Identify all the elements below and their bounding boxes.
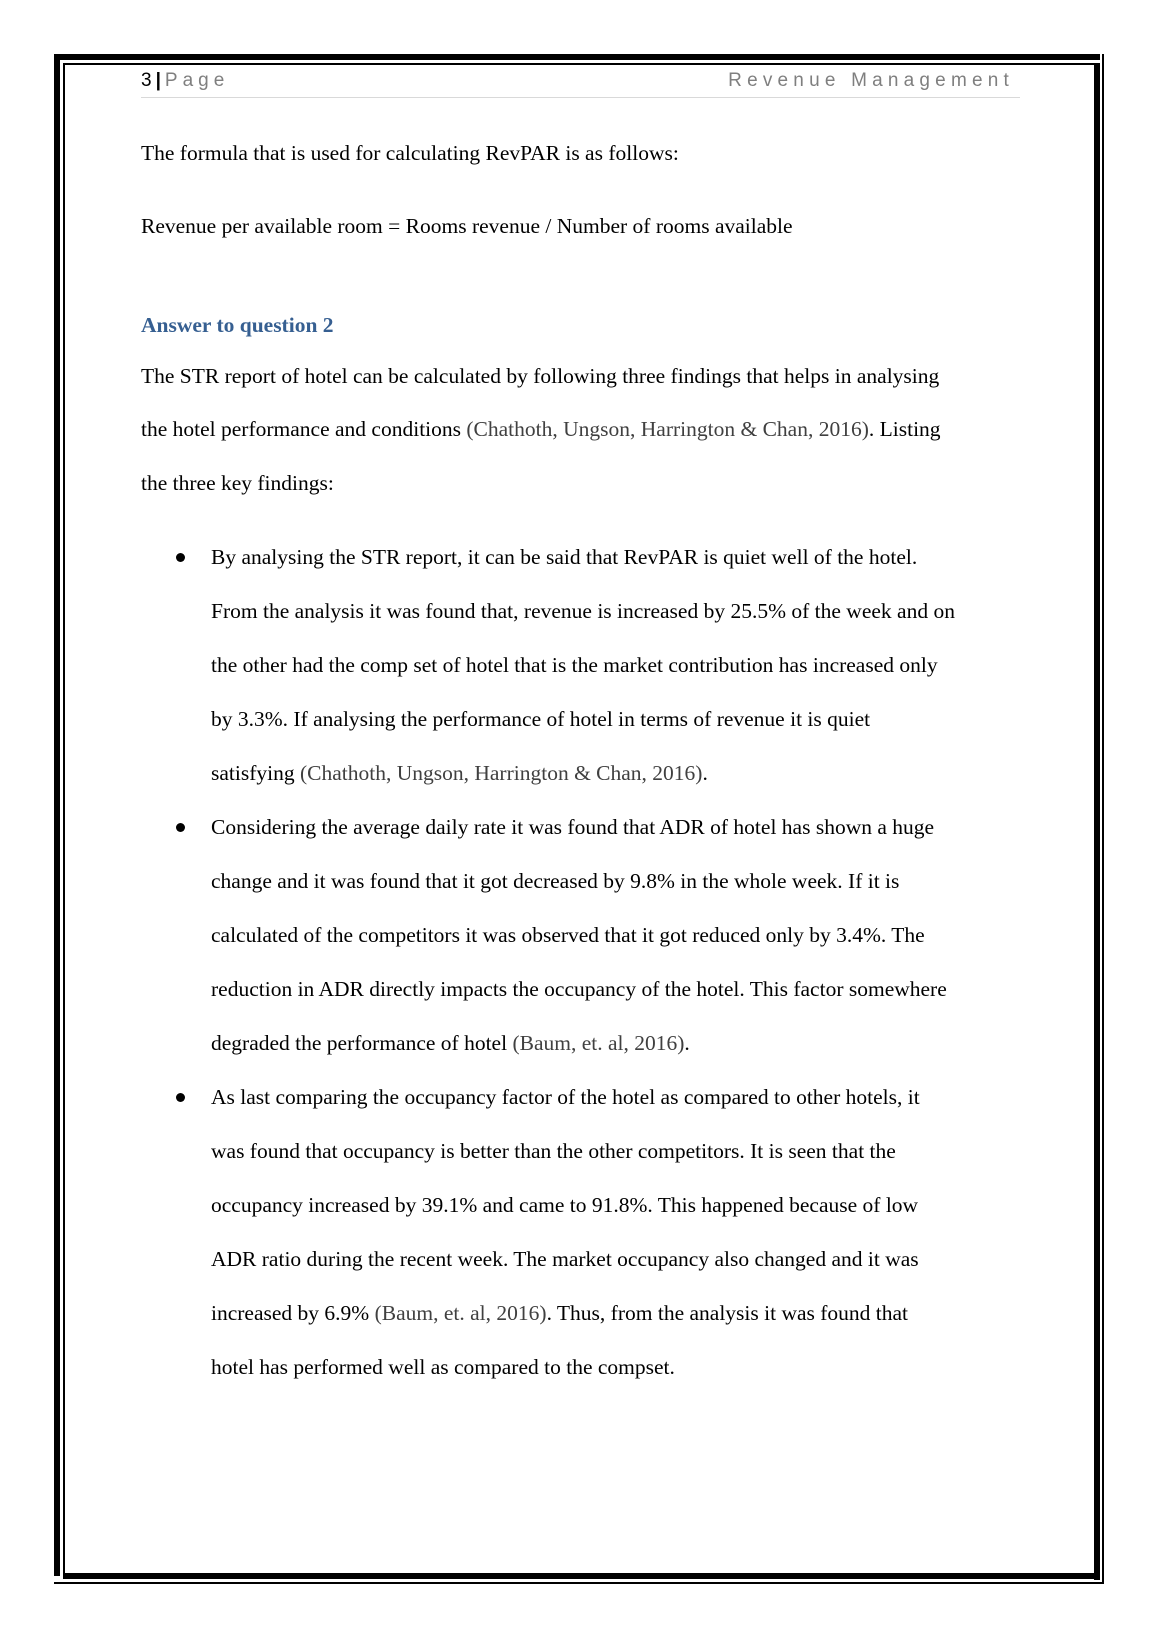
bullet-line: the other had the comp set of hotel that is the market contribution has increased only [211,653,938,677]
text: . [684,1031,690,1055]
bullet-line: reduction in ADR directly impacts the occupancy of the hotel. This factor somewhere [211,977,947,1001]
bullet-line: hotel has performed well as compared to the compset. [211,1355,675,1379]
text: . [702,761,708,785]
page-number: 3 [141,70,152,91]
page-number-label [141,70,229,92]
bullet-icon [176,553,185,562]
text: satisfying [211,761,300,785]
bullet-line: by 3.3%. If analysing the performance of hotel in terms of revenue it is quiet [211,707,871,731]
page-word: Page [164,70,230,91]
page-border-bottom-outer [54,1582,1104,1584]
bullet-line: From the analysis it was found that, revenue is increased by 25.5% of the week and on [211,599,955,623]
page-border-bottom [63,1573,1100,1579]
section-heading: Answer to question 2 [141,313,334,337]
page-header [141,70,1020,96]
bullet-line: By analysing the STR report, it can be said that RevPAR is quiet well of the hotel. [211,545,918,569]
bullet-line: occupancy increased by 39.1% and came to 91.8%. This happened because of low [211,1193,919,1217]
citation: (Chathoth, Ungson, Harrington & Chan, 2016) [466,417,869,441]
page-border-left [54,54,60,1576]
bullet-line: calculated of the competitors it was observed that it got reduced only by 3.4%. The [211,923,925,947]
bullet-line: As last comparing the occupancy factor of the hotel as compared to other hotels, it [211,1085,920,1109]
bullet-icon [176,1093,185,1102]
bullet-line: change and it was found that it got decreased by 9.8% in the whole week. If it is [211,869,900,893]
paragraph-line: the three key findings: [141,471,334,495]
bullet-line [211,1030,690,1056]
page-separator: | [155,70,161,91]
citation: (Baum, et. al, 2016) [374,1301,547,1325]
bullet-line: Considering the average daily rate it was found that ADR of hotel has shown a huge [211,815,935,839]
text: the hotel performance and conditions [141,417,467,441]
bullet-line [211,1300,908,1326]
bullet-line [211,760,708,786]
page-border-top-inner [63,63,1095,65]
formula-intro: The formula that is used for calculating RevPAR is as follows: [141,141,679,165]
page-border-left-inner [63,63,65,1574]
text: degraded the performance of hotel [211,1031,513,1055]
citation: (Chathoth, Ungson, Harrington & Chan, 2016) [299,761,703,785]
paragraph-line: The STR report of hotel can be calculated by following three findings that helps in analysing [141,364,940,388]
page-border-top [54,54,1100,60]
text: . Thus, from the analysis it was found that [546,1301,909,1325]
formula-text: Revenue per available room = Rooms revenue / Number of rooms available [141,214,793,238]
bullet-icon [176,823,185,832]
paragraph-line [141,416,941,442]
page-border-right-outer [1102,54,1104,1584]
text: increased by 6.9% [211,1301,375,1325]
bullet-line: was found that occupancy is better than the other competitors. It is seen that the [211,1139,896,1163]
page-border-right [1094,63,1100,1580]
header-rule [141,97,1020,98]
bullet-line: ADR ratio during the recent week. The market occupancy also changed and it was [211,1247,919,1271]
text: . Listing [868,417,941,441]
citation: (Baum, et. al, 2016) [512,1031,685,1055]
document-title: Revenue Management [728,70,1014,91]
